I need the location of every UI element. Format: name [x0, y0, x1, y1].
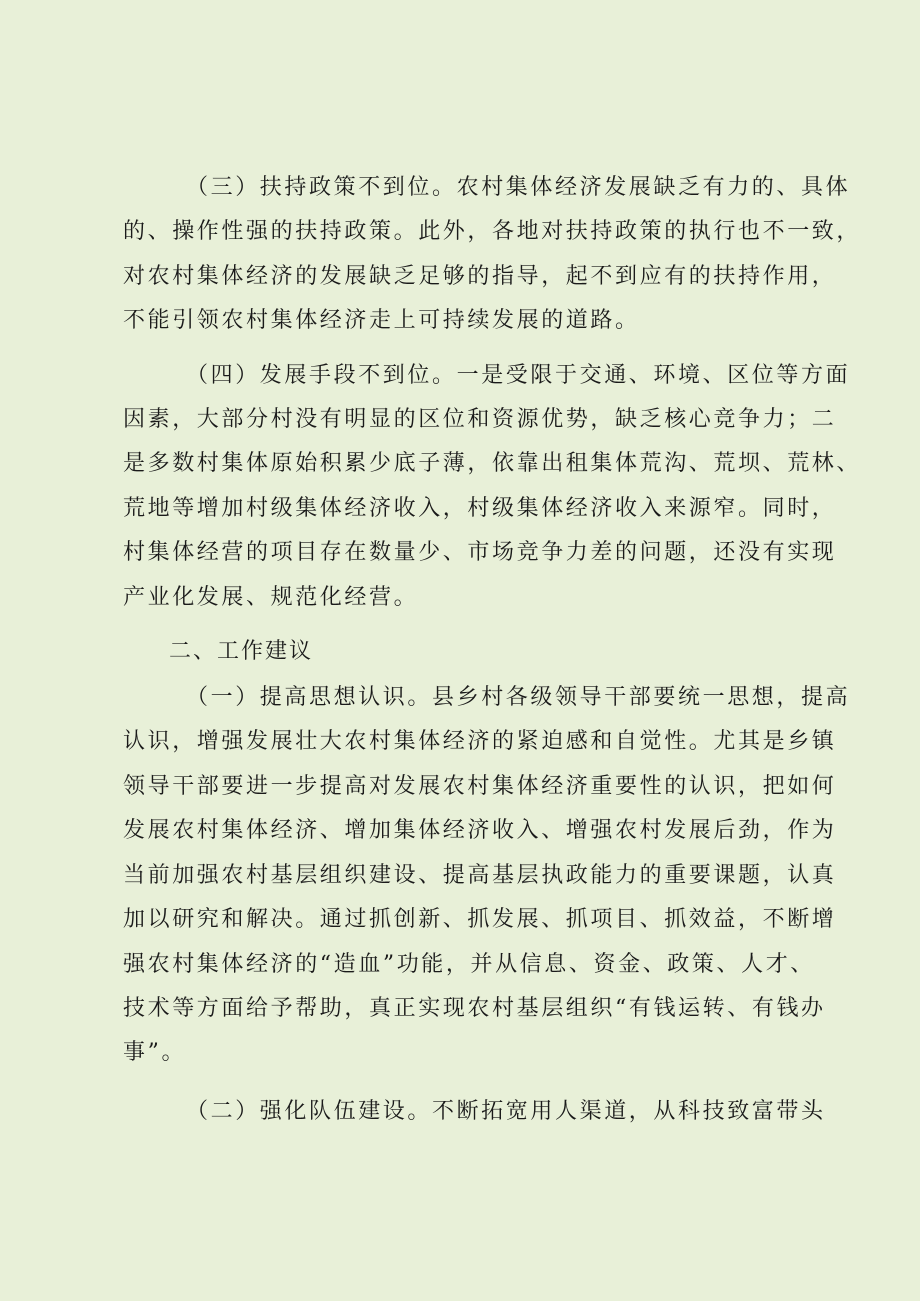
paragraph-team-building	[123, 1090, 826, 1134]
text-line: 村集体经营的项目存在数量少、市场竞争力差的问题，还没有实现	[123, 540, 837, 566]
paragraph-development-means	[123, 354, 862, 620]
text-line: （二）强化队伍建设。不断拓宽用人渠道，从科技致富带头	[186, 1098, 826, 1124]
text-line: 当前加强农村基层组织建设、提高基层执政能力的重要课题，认真	[123, 862, 837, 888]
paragraph-gap	[123, 344, 801, 354]
paragraph-raise-awareness	[123, 676, 851, 1076]
text-line: （四）发展手段不到位。一是受限于交通、环境、区位等方面	[186, 362, 851, 388]
document-body	[123, 166, 862, 1134]
section-heading: 二、工作建议	[169, 639, 314, 665]
text-line: 因素，大部分村没有明显的区位和资源优势，缺乏核心竞争力；二	[123, 407, 837, 433]
text-line: （三）扶持政策不到位。农村集体经济发展缺乏有力的、具体	[186, 175, 851, 200]
text-line: 领导干部要进一步提高对发展农村集体经济重要性的认识，把如何	[123, 773, 837, 799]
text-line: 产业化发展、规范化经营。	[123, 584, 419, 610]
paragraph-gap	[123, 1076, 801, 1090]
text-line: 对农村集体经济的发展缺乏足够的指导，起不到应有的扶持作用，	[123, 263, 837, 289]
paragraph-gap	[123, 620, 801, 630]
text-line: 事”。	[123, 1040, 187, 1066]
text-line: 荒地等增加村级集体经济收入，村级集体经济收入来源窄。同时，	[123, 495, 837, 521]
text-line: （一）提高思想认识。县乡村各级领导干部要统一思想，提高	[186, 685, 851, 711]
text-line: 加以研究和解决。通过抓创新、抓发展、抓项目、抓效益，不断增	[123, 907, 837, 933]
text-line: 不能引领农村集体经济走上可持续发展的道路。	[123, 308, 640, 334]
paragraph-support-policy	[123, 166, 862, 344]
text-line: 的、操作性强的扶持政策。此外，各地对扶持政策的执行也不一致，	[123, 219, 862, 245]
text-line: 是多数村集体原始积累少底子薄，依靠出租集体荒沟、荒坝、荒林、	[123, 451, 862, 477]
text-line: 认识，增强发展壮大农村集体经济的紧迫感和自觉性。尤其是乡镇	[123, 729, 837, 755]
text-line: 技术等方面给予帮助，真正实现农村基层组织“有钱运转、有钱办	[123, 995, 826, 1021]
text-line: 强农村集体经济的“造血”功能，并从信息、资金、政策、人才、	[123, 951, 815, 977]
text-line: 发展农村集体经济、增加集体经济收入、增强农村发展后劲，作为	[123, 818, 837, 844]
